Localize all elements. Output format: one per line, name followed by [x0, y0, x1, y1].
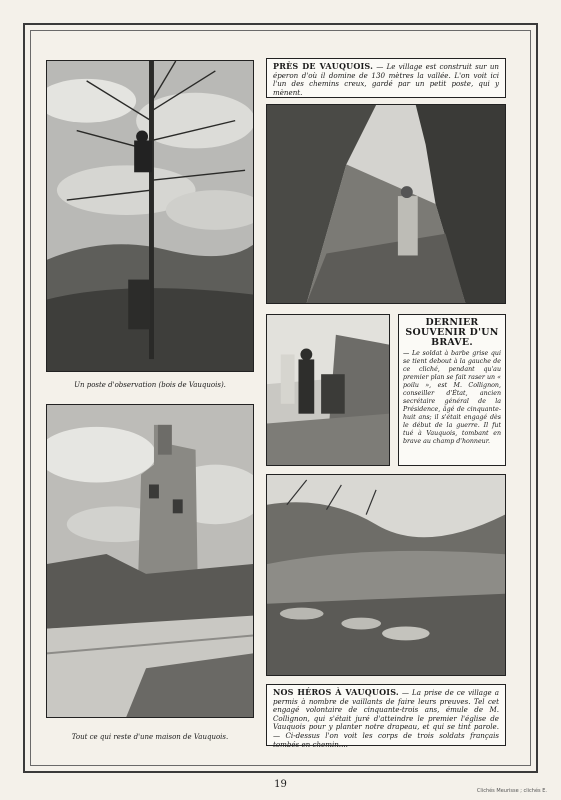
observation-post-image — [47, 61, 253, 371]
panel-nos-heros — [266, 684, 506, 749]
body-nos-heros: — La prise de ce village a permis à nombre de vaillants de faire leurs preuves. Tel cet engagé volontaire de cinquante-trois ans, émule de M. Collignon, qui s'était juré d'atteindre le premier l'église de Vauquois pour y planter notre drapeau, et qui se tint parole. — Ci-dessus l'on voit les corps de trois soldats français tombés en chemin.... — [273, 688, 500, 749]
brave-group-image — [267, 315, 389, 465]
body-pres-de-vauquois: — Le village est construit sur un éperon d'où il domine de 130 mètres la vallée. L'on voit ici l'un des chemins creux, gardé par un petit poste, qui y mènent. — [273, 62, 499, 97]
panel-pres-de-vauquois — [266, 58, 506, 98]
sunken-road-image — [267, 105, 505, 303]
text-pres-de-vauquois — [273, 62, 499, 97]
heading-nos-heros: NOS HÉROS À VAUQUOIS. — [273, 687, 399, 697]
heading-pres-de-vauquois: PRÈS DE VAUQUOIS. — [273, 61, 374, 71]
fallen-soldiers-image — [267, 475, 505, 675]
body-dernier-souvenir: — Le soldat à barbe grise qui se tient debout à la gauche de ce cliché, pendant qu'au premier plan se fait raser un « poilu », est M. Collignon, conseiller d'État, ancien secrétaire général de la Présidence, âgé de cinquante-huit ans; il s'était engagé dès le début de la guerre. Il fut tué à Vauquois, tombant en brave au champ d'honneur. — [403, 350, 501, 445]
page-number: 19 — [274, 779, 287, 790]
heading-dernier-souvenir: DERNIER SOUVENIR D'UN BRAVE. — [405, 317, 499, 348]
photo-brave-group — [266, 314, 390, 466]
photo-sunken-road — [266, 104, 506, 304]
photo-ruined-house — [46, 404, 254, 718]
photo-credit: Clichés Meurisse ; clichés E. — [476, 788, 547, 794]
photo-observation-post — [46, 60, 254, 372]
caption-observation-post: Un poste d'observation (bois de Vauquois). — [74, 381, 226, 389]
panel-dernier-souvenir — [398, 314, 506, 466]
photo-fallen-soldiers — [266, 474, 506, 676]
caption-ruined-house: Tout ce qui reste d'une maison de Vauquois. — [71, 733, 229, 741]
text-nos-heros — [273, 688, 499, 749]
ruined-house-image — [47, 405, 253, 717]
